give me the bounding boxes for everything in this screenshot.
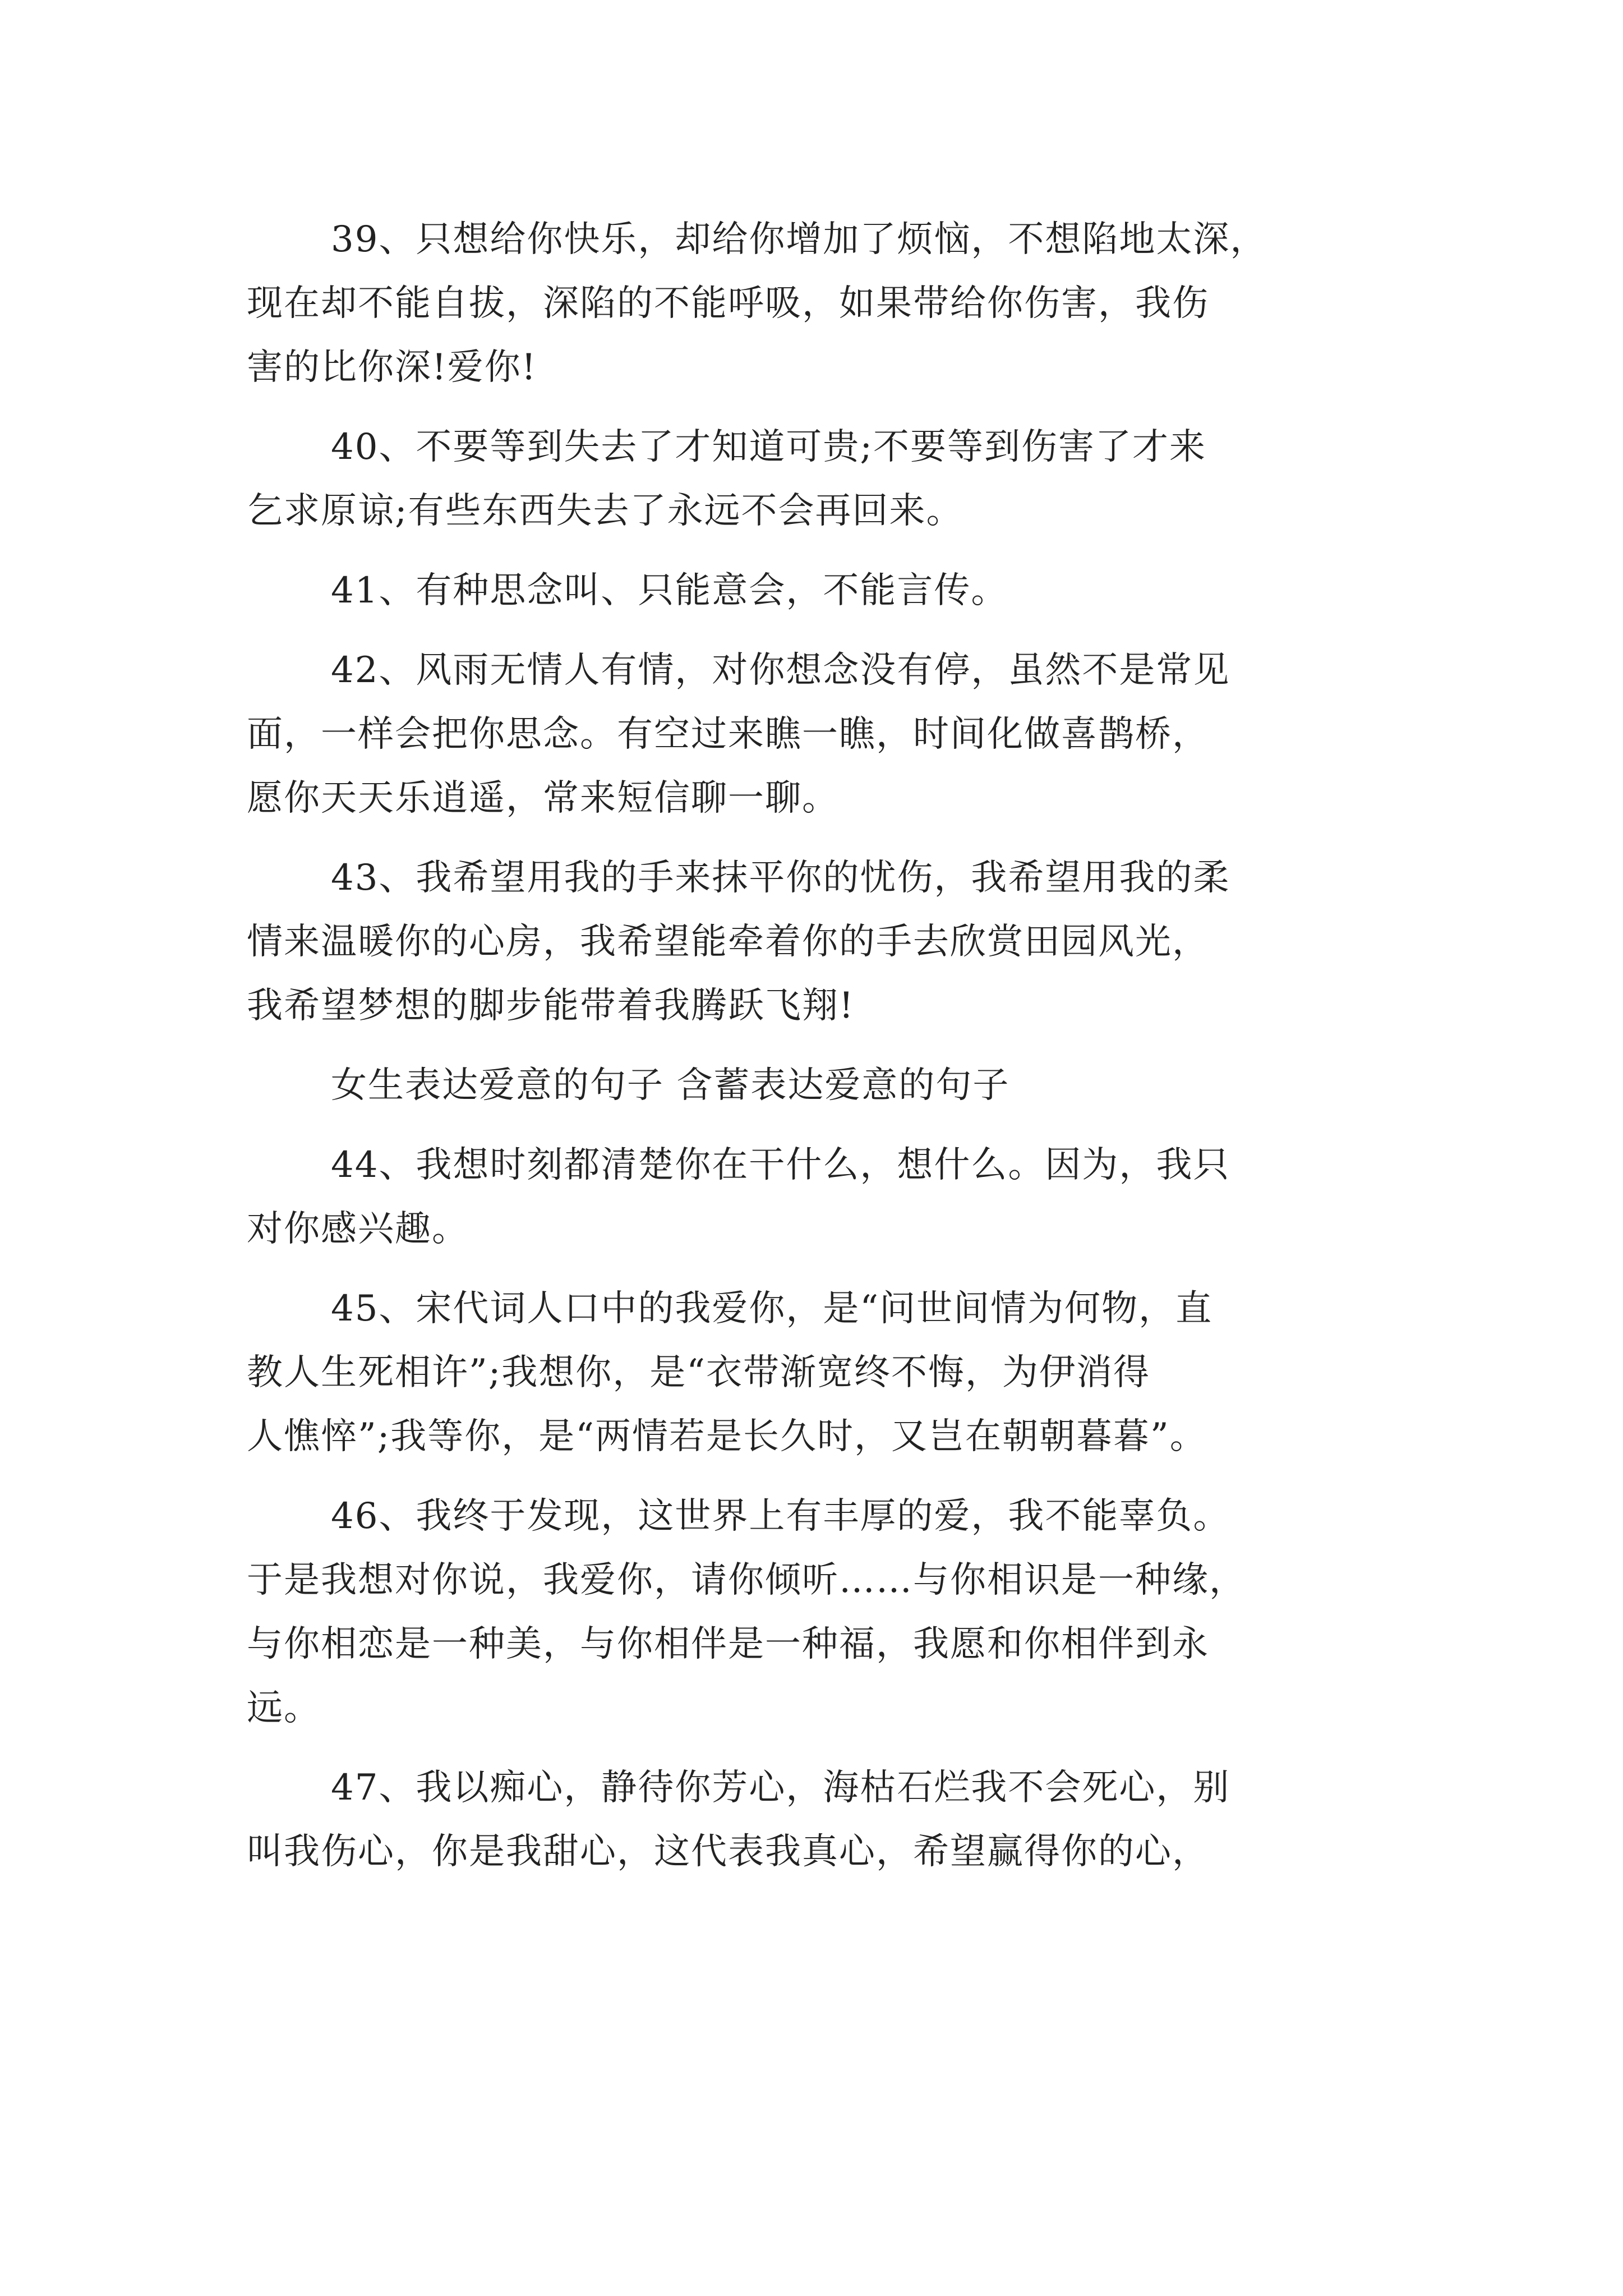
text-line: 44、我想时刻都清楚你在干什么，想什么。因为，我只 [331,1144,1230,1186]
text-line: 叫我伤心，你是我甜心，这代表我真心，希望赢得你的心， [247,1831,1209,1872]
paragraph-43 [247,846,1424,1038]
text-line: 愿你天天乐逍遥，常来短信聊一聊。 [247,777,839,819]
heading-text: 女生表达爱意的句子 含蓄表达爱意的句子 [331,1065,1010,1106]
text-line: 47、我以痴心，静待你芳心，海枯石烂我不会死心，别 [331,1767,1230,1809]
text-line: 40、不要等到失去了才知道可贵;不要等到伤害了才来 [331,426,1206,468]
paragraph-40 [247,415,1424,543]
text-line: 教人生死相许”;我想你，是“衣带渐宽终不悔，为伊消得 [247,1352,1150,1393]
paragraph-47 [247,1756,1424,1884]
section-heading [247,1053,1424,1117]
text-line: 人憔悴”;我等你，是“两情若是长久时，又岂在朝朝暮暮”。 [247,1416,1207,1457]
paragraph-42 [247,638,1424,830]
text-line: 现在却不能自拔，深陷的不能呼吸，如果带给你伤害，我伤 [247,283,1209,324]
paragraph-44 [247,1133,1424,1261]
text-line: 对你感兴趣。 [247,1208,469,1250]
text-line: 我希望梦想的脚步能带着我腾跃飞翔! [247,985,855,1027]
paragraph-39 [247,208,1424,399]
text-line: 于是我想对你说，我爱你，请你倾听……与你相识是一种缘， [247,1559,1246,1601]
text-line: 害的比你深!爱你! [247,347,537,388]
text-line: 远。 [247,1687,321,1729]
text-line: 面，一样会把你思念。有空过来瞧一瞧，时间化做喜鹊桥， [247,714,1209,755]
text-line: 42、风雨无情人有情，对你想念没有停，虽然不是常见 [331,650,1230,691]
paragraph-45 [247,1277,1424,1469]
text-line: 情来温暖你的心房，我希望能牵着你的手去欣赏田园风光， [247,921,1209,963]
text-line: 39、只想给你快乐，却给你增加了烦恼，不想陷地太深， [331,219,1267,260]
paragraph-46 [247,1484,1424,1740]
text-line: 46、我终于发现，这世界上有丰厚的爱，我不能辜负。 [331,1496,1230,1537]
text-line: 45、宋代词人口中的我爱你，是“问世间情为何物，直 [331,1288,1213,1329]
document-body [247,208,1424,1899]
text-line: 与你相恋是一种美，与你相伴是一种福，我愿和你相伴到永 [247,1623,1209,1665]
paragraph-41 [247,559,1424,623]
text-line: 乞求原谅;有些东西失去了永远不会再回来。 [247,490,963,532]
text-line: 41、有种思念叫、只能意会，不能言传。 [331,570,1008,611]
text-line: 43、我希望用我的手来抹平你的忧伤，我希望用我的柔 [331,857,1230,899]
